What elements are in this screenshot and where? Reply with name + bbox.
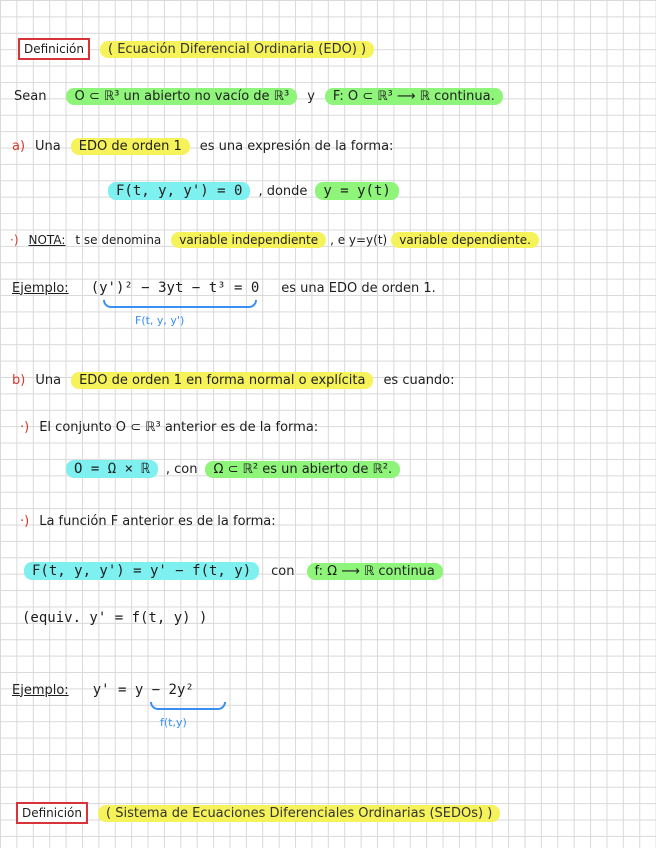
b1-highlight-2: Ω ⊂ ℝ² es un abierto de ℝ². [205,461,400,478]
b2-math-line [24,562,443,580]
nota-highlight-1: variable independiente [171,232,326,248]
example-1-label: Ejemplo: [12,280,69,296]
section-a-marker: a) [12,139,26,154]
section-b-una: Una [35,373,62,388]
example-1-line [12,280,436,296]
b2-con: con [271,563,295,579]
section-a-rest: es una expresión de la forma: [199,139,394,154]
section-a-una: Una [35,139,61,154]
b1-con: , con [165,461,198,477]
sean-highlight-2: F: O ⊂ ℝ³ ⟶ ℝ continua. [325,88,503,105]
section-a-equation: F(t, y, y') = 0 [108,182,250,200]
example-2-expression: y' = y − 2y² [92,682,194,698]
section-a-equation-line [108,182,399,200]
example-2-brace-label: f(t,y) [160,716,187,729]
definition-2-header [16,802,500,824]
example-2-label: Ejemplo: [12,682,69,698]
b1-line [20,420,318,435]
nota-text-1: t se denomina [75,233,162,247]
definition-1-header [18,38,374,60]
section-b-marker: b) [12,373,26,388]
section-b-line [12,372,455,389]
section-a-highlight: EDO de orden 1 [71,138,190,155]
b1-text: El conjunto O ⊂ ℝ³ anterior es de la forma: [39,420,319,435]
section-a-equation-2: y = y(t) [315,182,398,200]
nota-bullet: ·) [10,233,19,247]
definition-1-box: Definición [18,38,90,60]
example-2-line [12,682,194,698]
b2-line [20,514,276,529]
definition-2-box: Definición [16,802,88,824]
b2-highlight-2: f: Ω ⟶ ℝ continua [307,563,443,580]
section-a-donde: , donde [258,183,308,199]
b1-highlight-1: O = Ω × ℝ [66,460,158,478]
b2-text: La función F anterior es de la forma: [39,514,276,529]
b2-highlight-1: F(t, y, y') = y' − f(t, y) [24,562,259,580]
section-a-line [12,138,393,155]
sean-highlight-1: O ⊂ ℝ³ un abierto no vacío de ℝ³ [66,88,297,105]
sean-word: Sean [14,89,47,104]
nota-highlight-2: variable dependiente. [391,232,539,248]
b2-equiv: (equiv. y' = f(t, y) ) [22,610,208,626]
nota-label: NOTA: [28,233,66,247]
example-1-brace-label: F(t, y, y') [135,314,185,327]
b1-bullet: ·) [20,420,30,435]
section-b-rest: es cuando: [383,373,455,388]
definition-2-title: ( Sistema de Ecuaciones Diferenciales Ordinarias (SEDOs) ) [98,805,500,822]
sean-y: y [307,89,315,104]
b2-bullet: ·) [20,514,30,529]
definition-1-title: ( Ecuación Diferencial Ordinaria (EDO) ) [100,41,374,58]
b2-equiv-line [22,610,207,626]
sean-line [14,88,503,105]
section-b-highlight: EDO de orden 1 en forma normal o explícita [71,372,373,389]
b1-math-line [66,460,400,478]
example-1-brace [103,300,257,308]
example-1-rest: es una EDO de orden 1. [281,280,436,296]
example-1-expression: (y')² − 3yt − t³ = 0 [90,280,260,296]
nota-line [10,232,539,248]
nota-text-2: , e y=y(t) [330,233,388,247]
example-2-brace [150,702,226,710]
